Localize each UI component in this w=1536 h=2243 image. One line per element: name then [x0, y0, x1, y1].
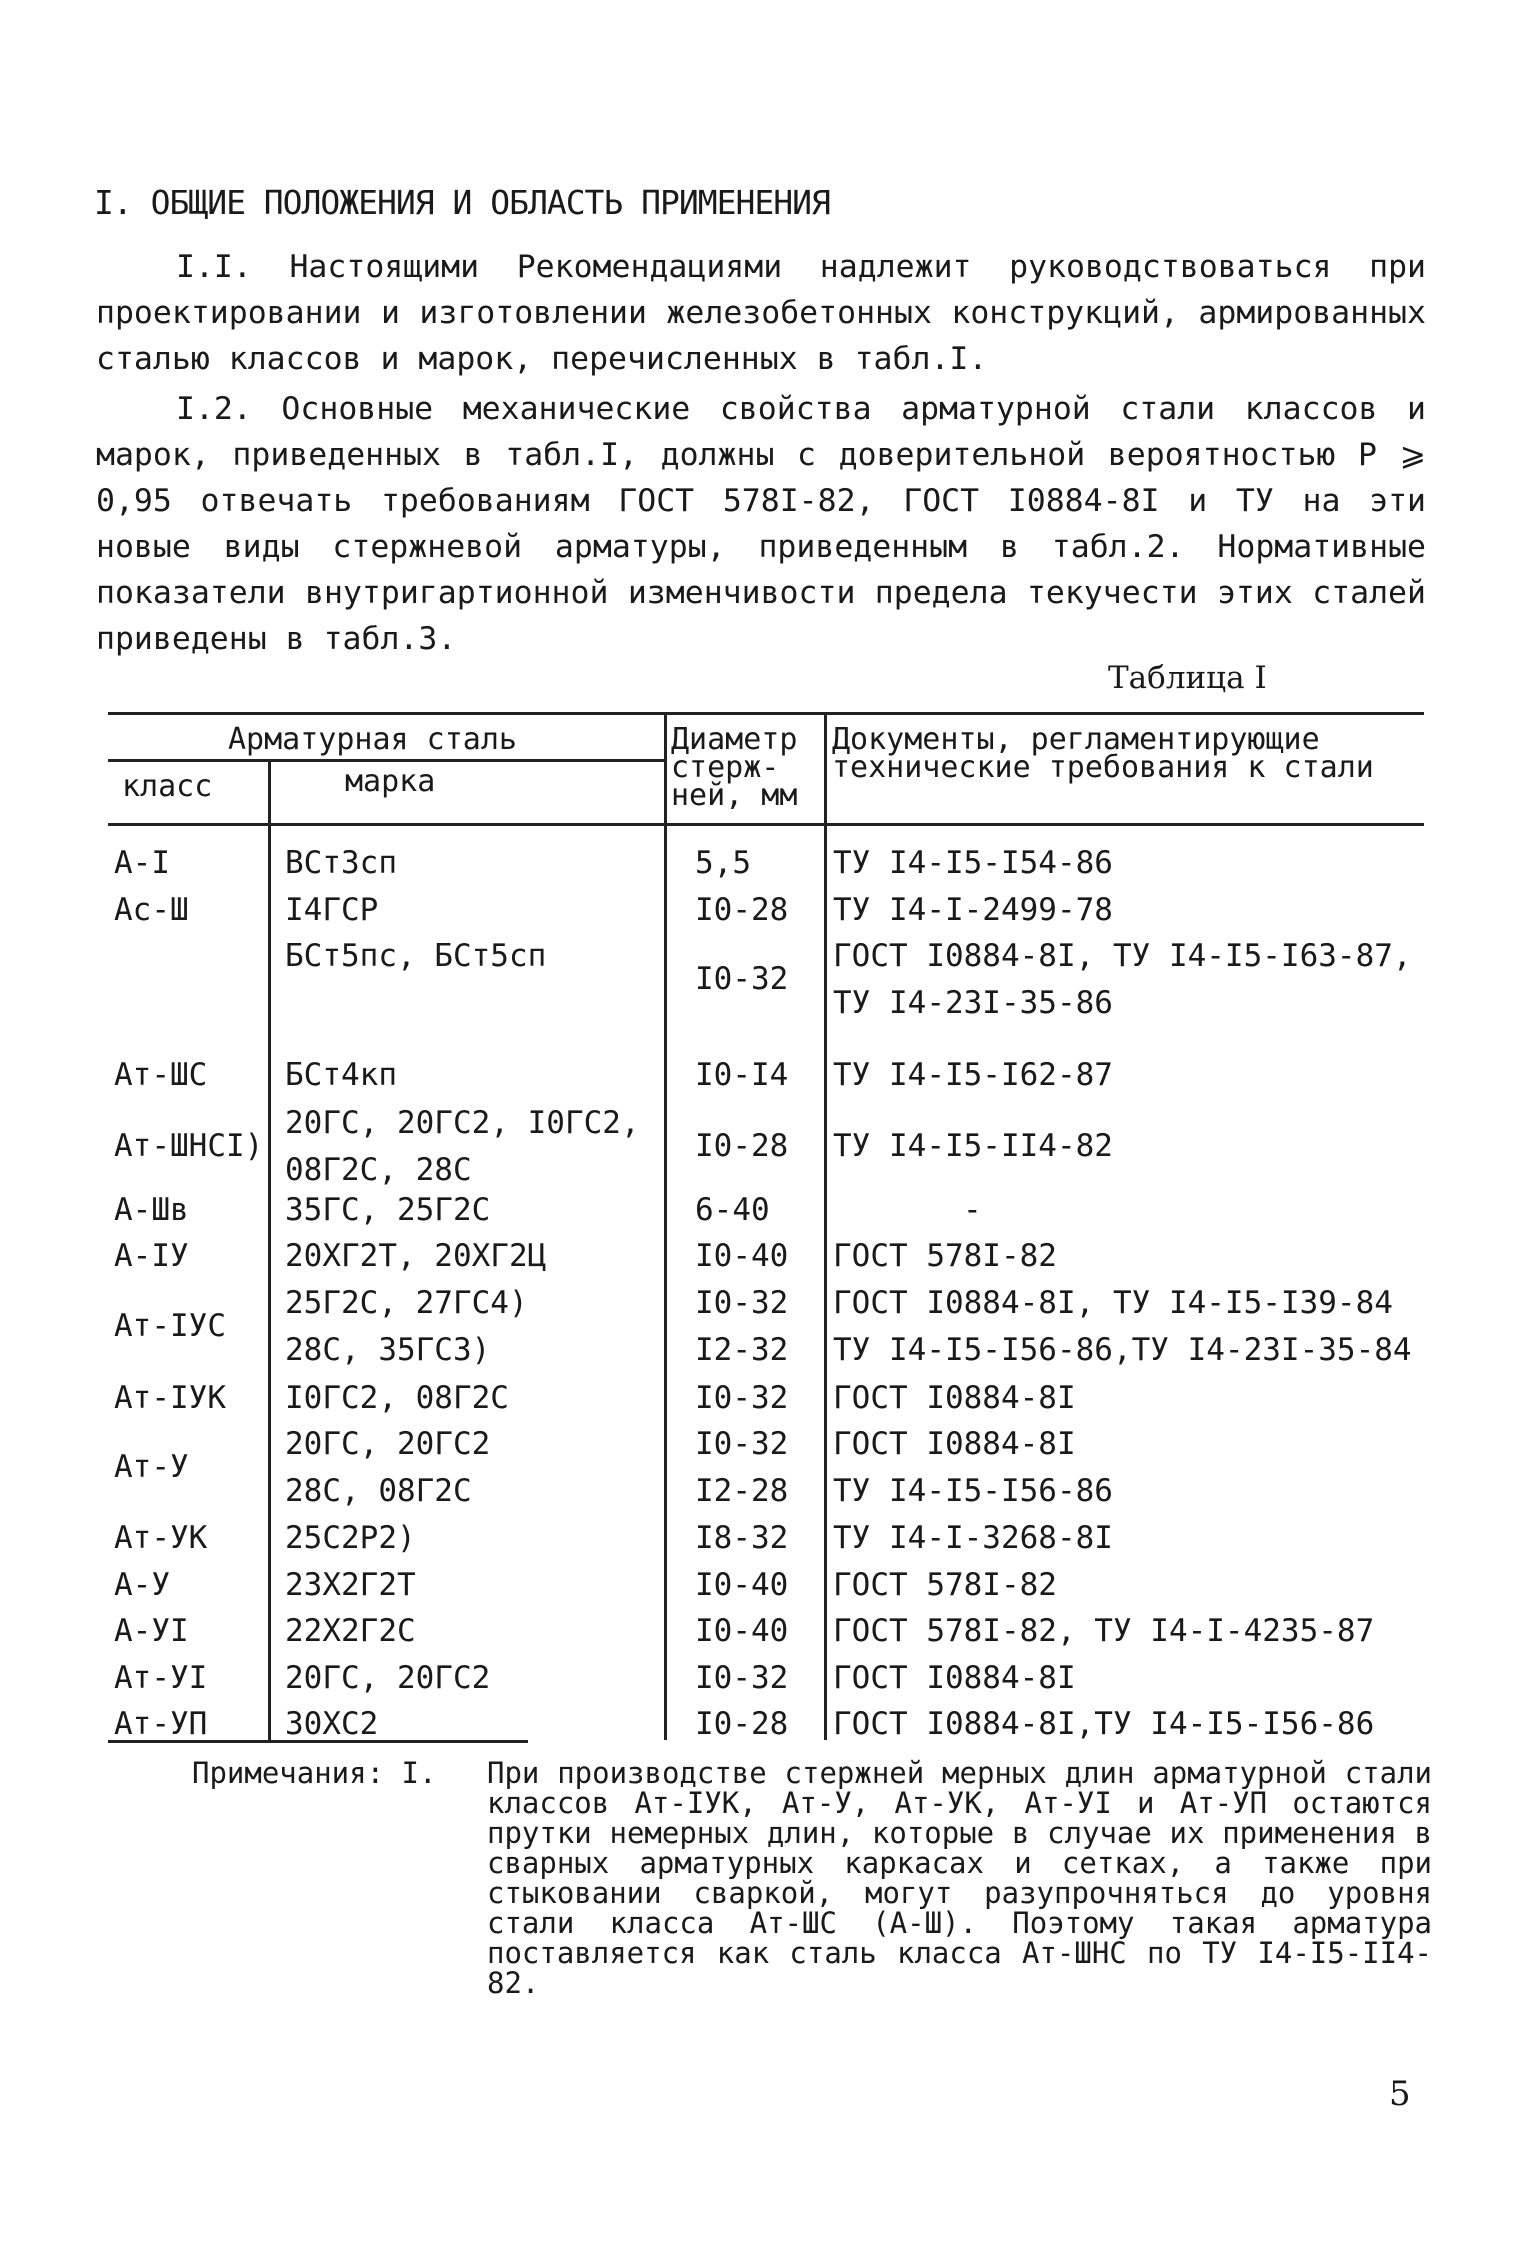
table-cell-class: А-УI — [114, 1613, 189, 1649]
table-cell-diameter: I0-28 — [695, 892, 789, 928]
col-divider-3 — [824, 712, 827, 1740]
header-grade: марка — [345, 764, 436, 799]
table-cell-grade: 20ГС, 20ГС2 — [285, 1426, 491, 1462]
table-cell-document: ГОСТ I0884-8I, ТУ I4-I5-I39-84 — [833, 1285, 1393, 1321]
table-cell-diameter: I2-32 — [695, 1331, 789, 1368]
table-cell-document: ТУ I4-I5-II4-82 — [833, 1128, 1113, 1165]
table-cell-grade: 20ГС, 20ГС2, I0ГС2, — [285, 1105, 640, 1141]
table-cell-class: А-I — [114, 845, 170, 881]
header-bottom-rule — [108, 823, 1424, 826]
table-cell-class: А-IУ — [114, 1238, 189, 1274]
table-cell-grade: ВСт3сп — [285, 845, 397, 881]
table-cell-class: Ат-УП — [114, 1706, 208, 1742]
table-cell-grade: 23Х2Г2Т — [285, 1567, 416, 1603]
table-cell-grade: 28С, 08Г2С — [285, 1472, 472, 1509]
table-cell-grade: 35ГС, 25Г2С — [285, 1192, 491, 1228]
notes-label: Примечания: I. — [192, 1756, 437, 1790]
table-cell-class: Ат-ШНСI) — [114, 1128, 264, 1165]
table-cell-class: Ат-УК — [114, 1520, 208, 1556]
table-cell-diameter: I0-I4 — [695, 1057, 789, 1093]
header-docs-1: Документы, регламентирующие — [832, 722, 1320, 757]
table-cell-diameter: I0-40 — [695, 1613, 789, 1649]
table-cell-document: ТУ I4-I-2499-78 — [833, 892, 1113, 928]
page-number: 5 — [1389, 2074, 1411, 2114]
table-cell-diameter: I0-32 — [695, 1380, 789, 1416]
header-diameter-2: стерж- — [671, 750, 780, 785]
table-cell-grade: 08Г2С, 28С — [285, 1151, 472, 1188]
table-cell-class: Ат-УI — [114, 1660, 208, 1696]
section-heading: I. ОБЩИЕ ПОЛОЖЕНИЯ И ОБЛАСТЬ ПРИМЕНЕНИЯ — [94, 183, 830, 222]
table-cell-grade: 22Х2Г2С — [285, 1613, 416, 1649]
table-cell-grade: БСт5пс, БСт5сп — [285, 938, 547, 974]
table-cell-document: ТУ I4-I5-I54-86 — [833, 845, 1113, 881]
header-diameter-3: ней, мм — [671, 778, 798, 813]
table-cell-grade: 28С, 35ГС3) — [285, 1331, 491, 1368]
table-cell-document: ГОСТ I0884-8I,ТУ I4-I5-I56-86 — [833, 1706, 1375, 1742]
header-class: класс — [122, 769, 213, 804]
table-cell-class: А-Шв — [114, 1192, 189, 1228]
table-cell-grade: БСт4кп — [285, 1057, 397, 1093]
table-cell-document: ГОСТ I0884-8I — [833, 1380, 1076, 1416]
table-cell-diameter: I0-28 — [695, 1706, 789, 1742]
col-divider-1 — [268, 761, 271, 1741]
table-cell-document: ТУ I4-23I-35-86 — [833, 984, 1113, 1021]
table-cell-document: ГОСТ 578I-82, ТУ I4-I-4235-87 — [833, 1613, 1375, 1649]
paragraph-1-2: I.2. Основные механические свойства арматурной стали классов и марок, приведенных в табл.I, должны с доверительной вероятностью Р ⩾ 0,95 отвечать требованиям ГОСТ 578I-82, ГОСТ I0884-8I и ТУ на эти новые виды стержневой арматуры, приведенным в табл.2. Нормативные показатели внутригартионной изменчивости предела текучести этих сталей приведены в табл.3. — [96, 391, 1426, 657]
table-cell-class: Ат-У — [114, 1449, 189, 1486]
table-cell-diameter: 6-40 — [695, 1192, 770, 1228]
table-cell-diameter: I0-32 — [695, 1660, 789, 1696]
header-group: Арматурная сталь — [228, 722, 517, 757]
table-cell-diameter: I0-28 — [695, 1128, 789, 1165]
table-top-rule — [108, 712, 1424, 715]
table-cell-class: Ас-Ш — [114, 892, 189, 928]
table-cell-class: Ат-IУС — [114, 1308, 226, 1345]
table-cell-grade: I4ГСР — [285, 892, 379, 928]
table-cell-diameter: I8-32 — [695, 1520, 789, 1556]
col-divider-2 — [664, 712, 667, 1740]
table-cell-document: ГОСТ I0884-8I, ТУ I4-I5-I63-87, — [833, 938, 1412, 974]
table-cell-diameter: I0-40 — [695, 1567, 789, 1603]
table-cell-diameter: I0-32 — [695, 1426, 789, 1462]
table-cell-grade: 30ХС2 — [285, 1706, 379, 1742]
table-cell-document: ТУ I4-I-3268-8I — [833, 1520, 1113, 1556]
header-diameter-1: Диаметр — [671, 722, 798, 757]
table-cell-document: ТУ I4-I5-I62-87 — [833, 1057, 1113, 1093]
table-cell-diameter: 5,5 — [695, 845, 751, 881]
table-cell-diameter: I0-40 — [695, 1238, 789, 1274]
table-cell-document: ГОСТ I0884-8I — [833, 1426, 1076, 1462]
table-cell-document: - — [963, 1192, 982, 1228]
table-cell-diameter: I2-28 — [695, 1472, 789, 1509]
table-cell-document: ГОСТ 578I-82 — [833, 1238, 1057, 1274]
table-cell-grade: 20ХГ2Т, 20ХГ2Ц — [285, 1238, 547, 1274]
table-label: Таблица I — [1108, 660, 1267, 696]
table-cell-grade: 25С2Р2) — [285, 1520, 416, 1556]
table-cell-diameter: I0-32 — [695, 1285, 789, 1321]
paragraph-1-1: I.I. Настоящими Рекомендациями надлежит руководствоваться при проектировании и изготовлении железобетонных конструкций, армированных сталью классов и марок, перечисленных в табл.I. — [96, 249, 1426, 377]
table-cell-class: Ат-IУК — [114, 1380, 226, 1416]
table-cell-class: Ат-ШС — [114, 1057, 208, 1093]
table-cell-grade: 25Г2С, 27ГС4) — [285, 1285, 528, 1321]
group-header-rule — [108, 759, 664, 762]
table-cell-diameter: I0-32 — [695, 961, 789, 998]
table-cell-document: ТУ I4-I5-I56-86,ТУ I4-23I-35-84 — [833, 1331, 1412, 1368]
table-cell-document: ТУ I4-I5-I56-86 — [833, 1472, 1113, 1509]
notes-text: При производстве стержней мерных длин арматурной стали классов Ат-IУК, Ат-У, Ат-УК, Ат-УI и Ат-УП остаются прутки немерных длин, которые в случае их применения в сварных арматурных каркасах и сетках, а также при стыковании сваркой, могут разупрочняться до уровня стали класса Ат-ШС (А-Ш). Поэтому такая арматура поставляется как сталь класса Ат-ШНС по ТУ I4-I5-II4-82. — [487, 1756, 1432, 2000]
table-cell-class: А-У — [114, 1567, 170, 1603]
table-cell-grade: 20ГС, 20ГС2 — [285, 1660, 491, 1696]
table-cell-grade: I0ГС2, 08Г2С — [285, 1380, 509, 1416]
table-cell-document: ГОСТ 578I-82 — [833, 1567, 1057, 1603]
header-docs-2: технические требования к стали — [832, 750, 1374, 785]
table-cell-document: ГОСТ I0884-8I — [833, 1660, 1076, 1696]
